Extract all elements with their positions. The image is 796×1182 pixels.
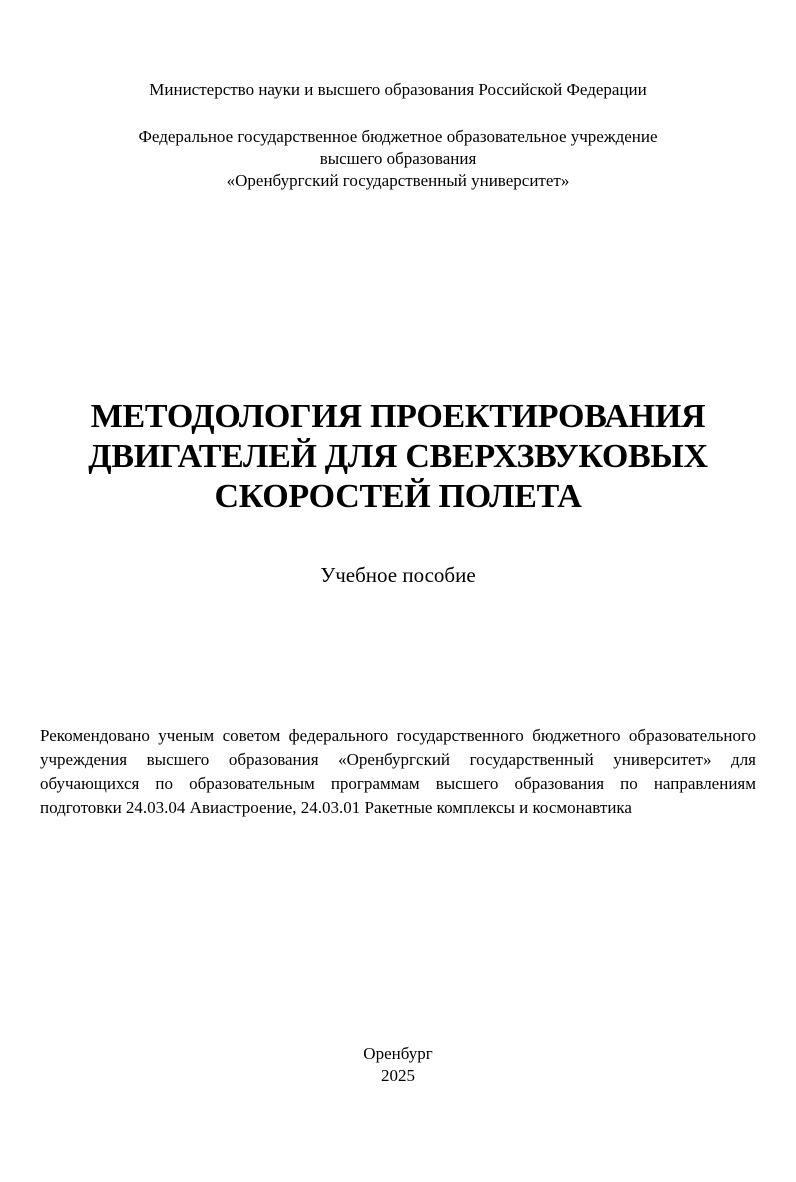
document-type: Учебное пособие	[320, 563, 476, 587]
ministry-name: Министерство науки и высшего образования Российской Федерации	[149, 80, 647, 99]
institution-name	[0, 126, 796, 192]
title-line: МЕТОДОЛОГИЯ ПРОЕКТИРОВАНИЯ	[90, 398, 706, 435]
title-line: ДВИГАТЕЛЕЙ ДЛЯ СВЕРХЗВУКОВЫХ	[88, 438, 708, 475]
imprint	[0, 1043, 796, 1087]
institution-line: Федеральное государственное бюджетное образовательное учреждение	[138, 127, 658, 146]
institution-line: высшего образования	[319, 149, 477, 168]
institution-line: «Оренбургский государственный университет»	[226, 171, 570, 190]
title-line: СКОРОСТЕЙ ПОЛЕТА	[214, 478, 582, 515]
year: 2025	[381, 1066, 415, 1085]
recommendation-text: Рекомендовано ученым советом федерального государственного бюджетного образовательного учреждения высшего образования «Оренбургский государственный университет» для обучающихся по образовательным программам высшего образования по направлениям подготовки 24.03.04 Авиастроение, 24.03.01 Ракетные комплексы и космонавтика	[40, 726, 756, 817]
document-title	[0, 397, 796, 517]
city: Оренбург	[363, 1044, 433, 1063]
